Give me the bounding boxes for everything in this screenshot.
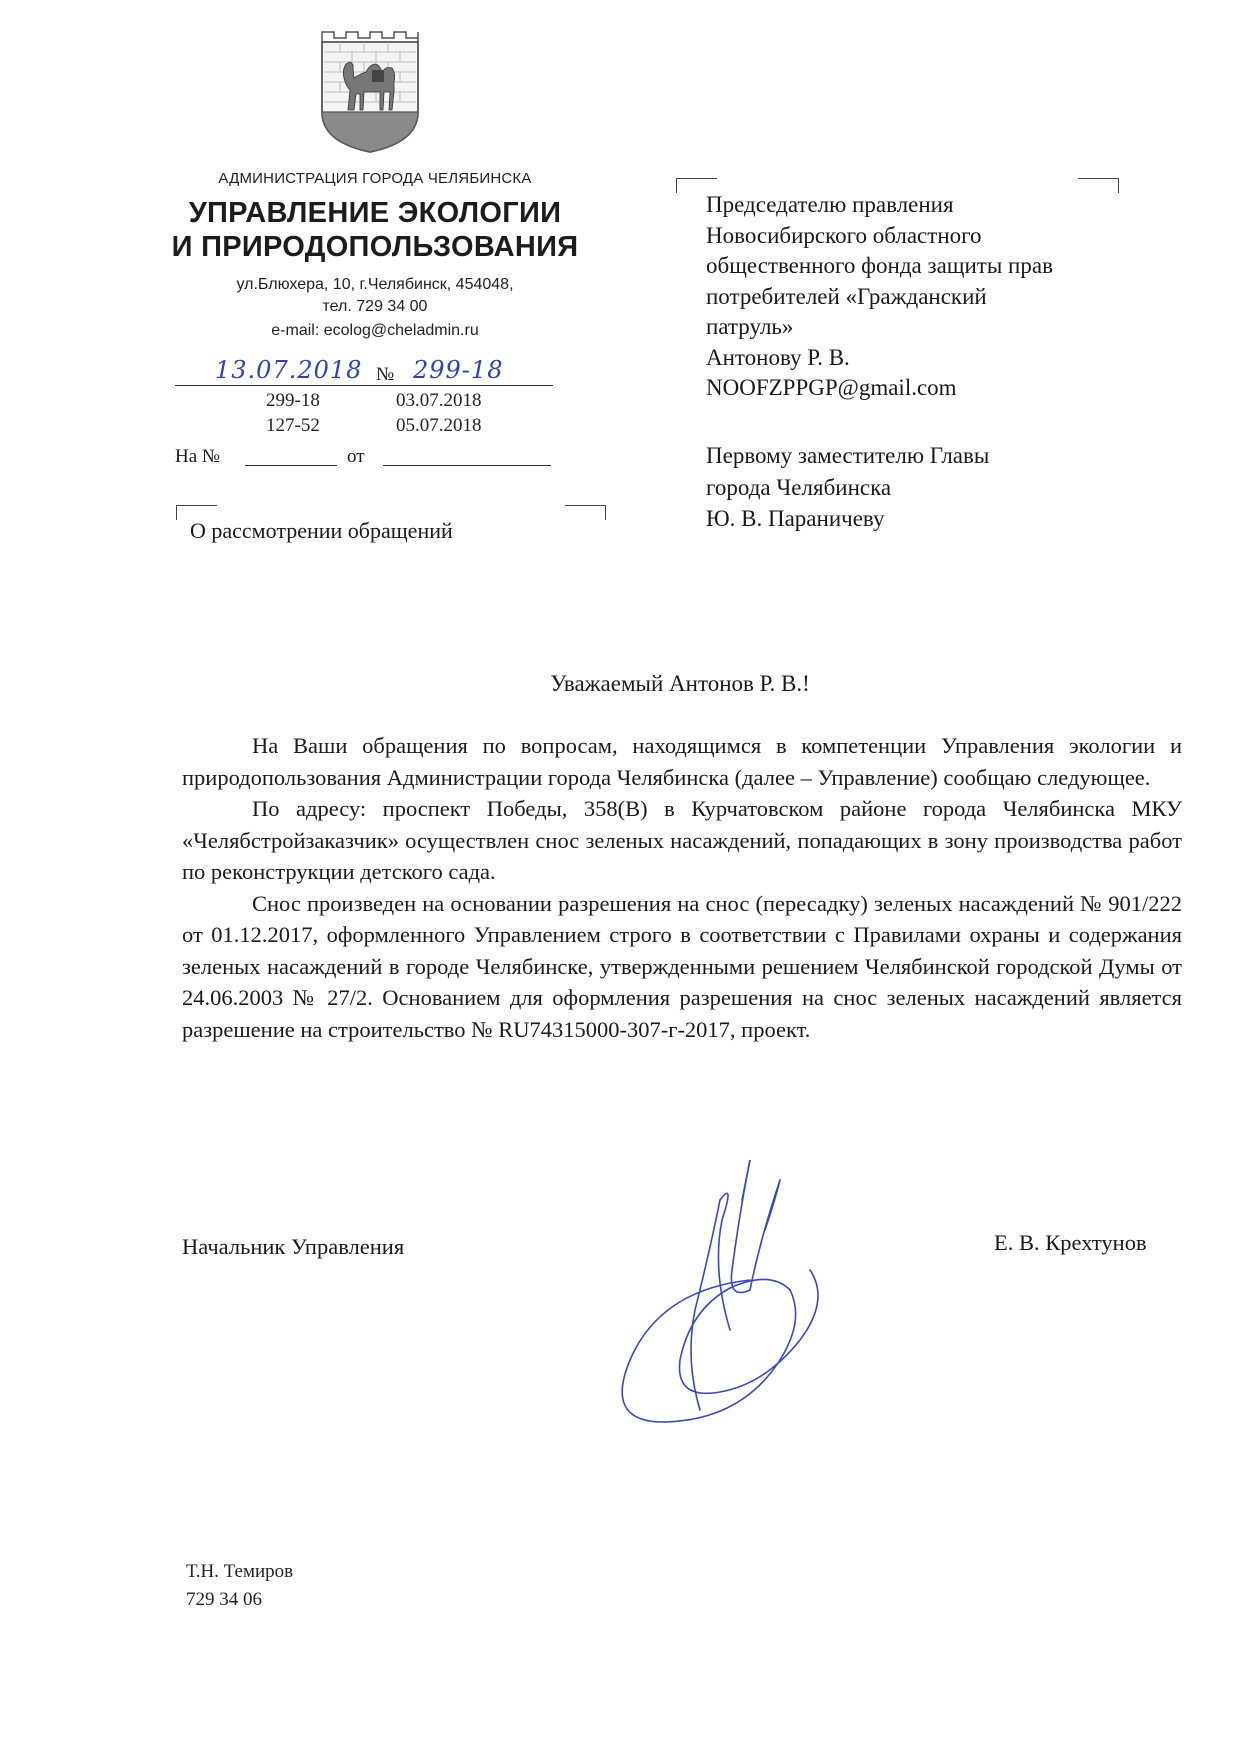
- address-line: ул.Блюхера, 10, г.Челябинск, 454048,: [236, 276, 514, 293]
- addressee-block: [706, 190, 1136, 404]
- executor-block: [186, 1558, 293, 1614]
- letter-subject: О рассмотрении обращений: [190, 518, 453, 543]
- from-label: от: [347, 446, 365, 467]
- department-title-line-1: УПРАВЛЕНИЕ ЭКОЛОГИИ: [188, 197, 562, 229]
- department-address: [170, 274, 580, 318]
- phone-line: тел. 729 34 00: [322, 298, 428, 315]
- signatory-name: Е. В. Крехтунов: [994, 1230, 1147, 1255]
- reference-number: 127-52: [266, 415, 320, 436]
- executor-name: Т.Н. Темиров: [186, 1561, 294, 1582]
- reference-number: 299-18: [266, 390, 320, 411]
- handwritten-signature: [600, 1160, 890, 1440]
- in-reply-to-number-blank: [245, 465, 337, 466]
- executor-phone: 729 34 06: [186, 1589, 262, 1610]
- number-sign: №: [376, 364, 395, 385]
- reference-date: 03.07.2018: [396, 390, 482, 411]
- second-addressee-block: [706, 440, 1136, 535]
- in-reply-to-line: [175, 446, 575, 472]
- department-email: e-mail: ecolog@cheladmin.ru: [271, 322, 479, 339]
- addressee-line: патруль»: [706, 314, 794, 339]
- signatory-position: Начальник Управления: [182, 1234, 405, 1259]
- body-paragraph: По адресу: проспект Победы, 358(В) в Курчатовском районе города Челябинска МКУ «Челябстройзаказчик» осуществлен снос зеленых насаждений, попадающих в зону производства работ по реконструкции детского сада.: [182, 796, 1182, 884]
- addressee-line: Председателю правления: [706, 192, 954, 217]
- letter-body: [182, 730, 1182, 1045]
- body-paragraph: Снос произведен на основании разрешения на снос (пересадку) зеленых насаждений № 901/222 от 01.12.2017, оформленного Управлением строго в соответствии с Правилами охраны и содержания зеленых насаждений в городе Челябинске, утвержденными решением Челябинской городской Думы от 24.06.2003 № 27/2. Основанием для оформления разрешения на снос зеленых насаждений является разрешение на строительство № RU74315000-307-г-2017, проект.: [182, 890, 1182, 1042]
- department-title-line-2: И ПРИРОДОПОЛЬЗОВАНИЯ: [171, 231, 579, 263]
- salutation: Уважаемый Антонов Р. В.!: [550, 671, 810, 696]
- department-title: [170, 196, 580, 264]
- body-paragraph: На Ваши обращения по вопросам, находящимся в компетенции Управления экологии и природопользования Администрации города Челябинска (далее – Управление) сообщаю следующее.: [182, 733, 1182, 790]
- addressee-line: города Челябинска: [706, 474, 892, 500]
- addressee-line: Ю. В. Параничеву: [706, 506, 885, 531]
- reference-date: 05.07.2018: [396, 415, 482, 436]
- reference-row: [266, 415, 566, 439]
- addressee-line: общественного фонда защиты прав: [706, 253, 1053, 278]
- in-reply-to-date-blank: [383, 465, 551, 466]
- subject-corner-right: [565, 505, 606, 520]
- coat-of-arms-icon: [320, 30, 420, 155]
- addressee-line: Новосибирского областного: [706, 222, 982, 248]
- administration-name: АДМИНИСТРАЦИЯ ГОРОДА ЧЕЛЯБИНСКА: [218, 170, 532, 187]
- addressee-line: потребителей «Гражданский: [706, 283, 987, 309]
- in-reply-to-label: На №: [175, 446, 221, 467]
- reference-row: [266, 390, 566, 414]
- addressee-email: NOOFZPPGP@gmail.com: [706, 375, 957, 400]
- handwritten-date: 13.07.2018: [215, 356, 363, 384]
- handwritten-number: 299-18: [413, 356, 504, 384]
- addressee-line: Первому заместителю Главы: [706, 443, 990, 468]
- registration-underline: [175, 385, 553, 386]
- addressee-line: Антонову Р. В.: [706, 344, 850, 370]
